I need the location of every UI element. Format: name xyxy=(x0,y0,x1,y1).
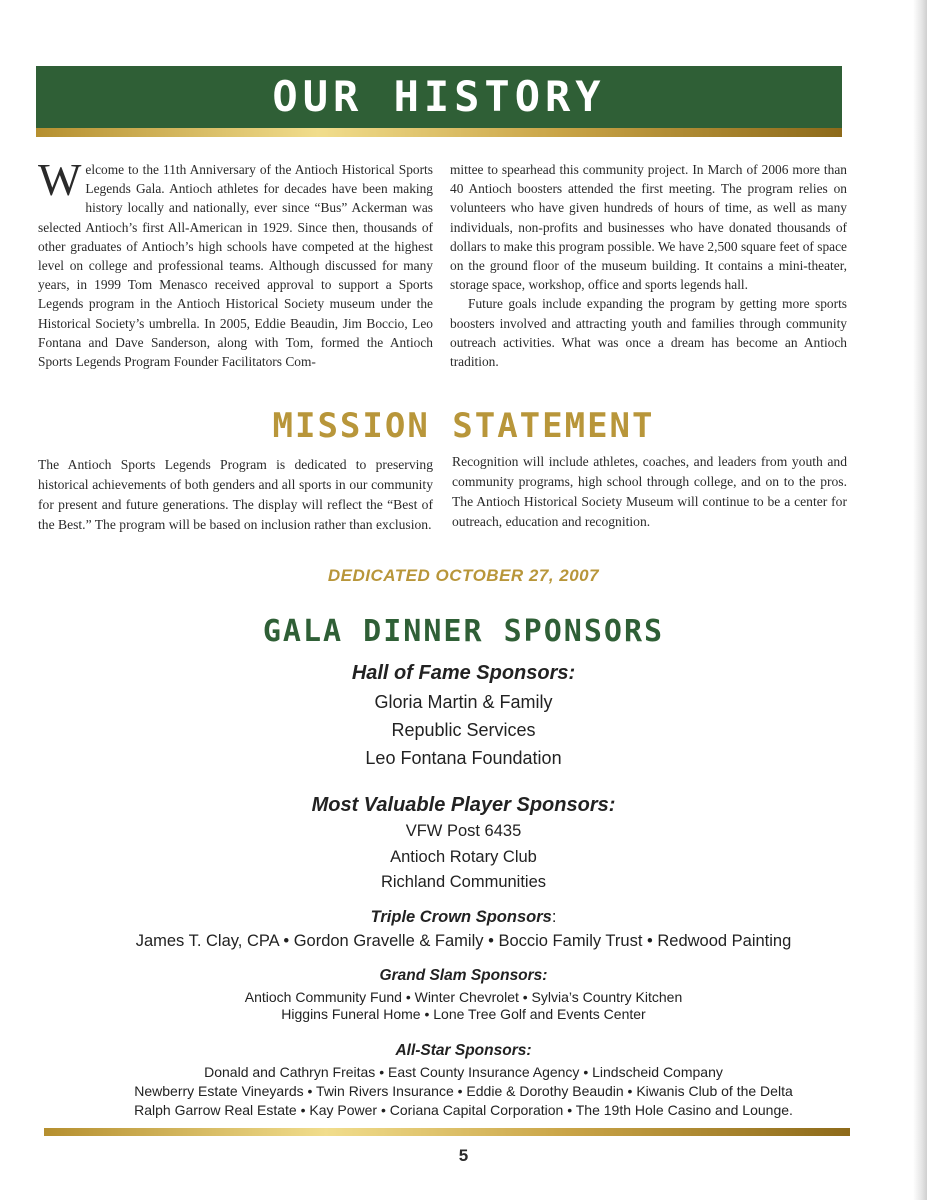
history-left-column xyxy=(38,154,433,371)
triple-crown-heading xyxy=(0,908,927,927)
drop-cap: W xyxy=(38,154,82,205)
mvp-heading: Most Valuable Player Sponsors: xyxy=(311,794,616,816)
history-banner xyxy=(36,66,842,128)
sponsor-name: VFW Post 6435 xyxy=(405,822,522,840)
triple-crown-label: Triple Crown Sponsors xyxy=(370,908,552,926)
sponsor-name: Gloria Martin & Family xyxy=(374,692,553,712)
history-left-text: elcome to the 11th Anniversary of the Antioch Historical Sports Legends Gala. Antioch athletes for decades have been making history locally and nationally, ever since “Bus” Ackerman was selected Antioch’s first All-American in 1929. Since then, thousands of other graduates of Antioch’s high schools have competed at the highest level on college and professional teams. Although discussed for many years, in 1999 Tom Menasco received approval to support a Sports Legends program in the Antioch Historical Society museum under the Historical Society’s umbrella. In 2005, Eddie Beaudin, Jim Boccio, Leo Fontana and Dave Sanderson, along with Tom, formed the Antioch Sports Legends Program Founder Facilitators Com- xyxy=(38,162,433,370)
mission-right-text: Recognition will include athletes, coaches, and leaders from youth and community programs, high school through college, and on to the pros. The Antioch Historical Society Museum will continue to be a center for outreach, education and recognition. xyxy=(452,454,847,529)
gold-divider-bottom xyxy=(44,1128,850,1136)
sponsor-name: Antioch Rotary Club xyxy=(390,848,537,866)
all-star-sponsors: Newberry Estate Vineyards • Twin Rivers Insurance • Eddie & Dorothy Beaudin • Kiwanis Club of the Delta xyxy=(134,1083,793,1099)
all-star-sponsors: Donald and Cathryn Freitas • East County Insurance Agency • Lindscheid Company xyxy=(204,1064,723,1080)
all-star-heading: All-Star Sponsors: xyxy=(395,1042,532,1059)
history-right-text: mittee to spearhead this community project. In March of 2006 more than 40 Antioch boosters attended the first meeting. The program relies on volunteers who have given hundreds of hours of time, as well as many individuals, non-profits and businesses who have donated thousands of dollars to make this program possible. We have 2,500 square feet of space on the ground floor of the museum building. It contains a mini-theater, storage space, workshop, office and sports legends hall. xyxy=(450,162,847,293)
history-right-column xyxy=(450,160,847,371)
grand-slam-sponsors: Higgins Funeral Home • Lone Tree Golf and Events Center xyxy=(281,1006,646,1022)
all-star-sponsors: Ralph Garrow Real Estate • Kay Power • Coriana Capital Corporation • The 19th Hole Casino and Lounge. xyxy=(134,1102,793,1118)
page-number: 5 xyxy=(458,1146,469,1165)
dedication-date: DEDICATED OCTOBER 27, 2007 xyxy=(327,566,600,585)
gold-divider-top xyxy=(36,128,842,137)
sponsors-title: GALA DINNER SPONSORS xyxy=(262,614,665,649)
sponsor-name: Richland Communities xyxy=(380,873,547,891)
history-title: OUR HISTORY xyxy=(272,72,606,121)
sponsor-name: Leo Fontana Foundation xyxy=(365,748,562,768)
mission-left-text: The Antioch Sports Legends Program is dedicated to preserving historical achievements of both genders and all sports in our community for present and future generations. The display will reflect the “Best of the Best.” The program will be based on inclusion rather than exclusion. xyxy=(38,457,433,532)
triple-crown-sponsors: James T. Clay, CPA • Gordon Gravelle & Family • Boccio Family Trust • Redwood Painting xyxy=(135,932,792,950)
mission-title: MISSION STATEMENT xyxy=(272,406,655,446)
sponsor-name: Republic Services xyxy=(391,720,536,740)
triple-crown-colon: : xyxy=(551,908,557,926)
hall-of-fame-heading: Hall of Fame Sponsors: xyxy=(351,662,576,684)
grand-slam-sponsors: Antioch Community Fund • Winter Chevrolet • Sylvia’s Country Kitchen xyxy=(244,989,683,1005)
grand-slam-heading: Grand Slam Sponsors: xyxy=(379,967,548,984)
history-future-goals: Future goals include expanding the program by getting more sports boosters involved and attracting youth and families through community outreach activities. What was once a dream has become an Antioch tradition. xyxy=(450,296,847,370)
